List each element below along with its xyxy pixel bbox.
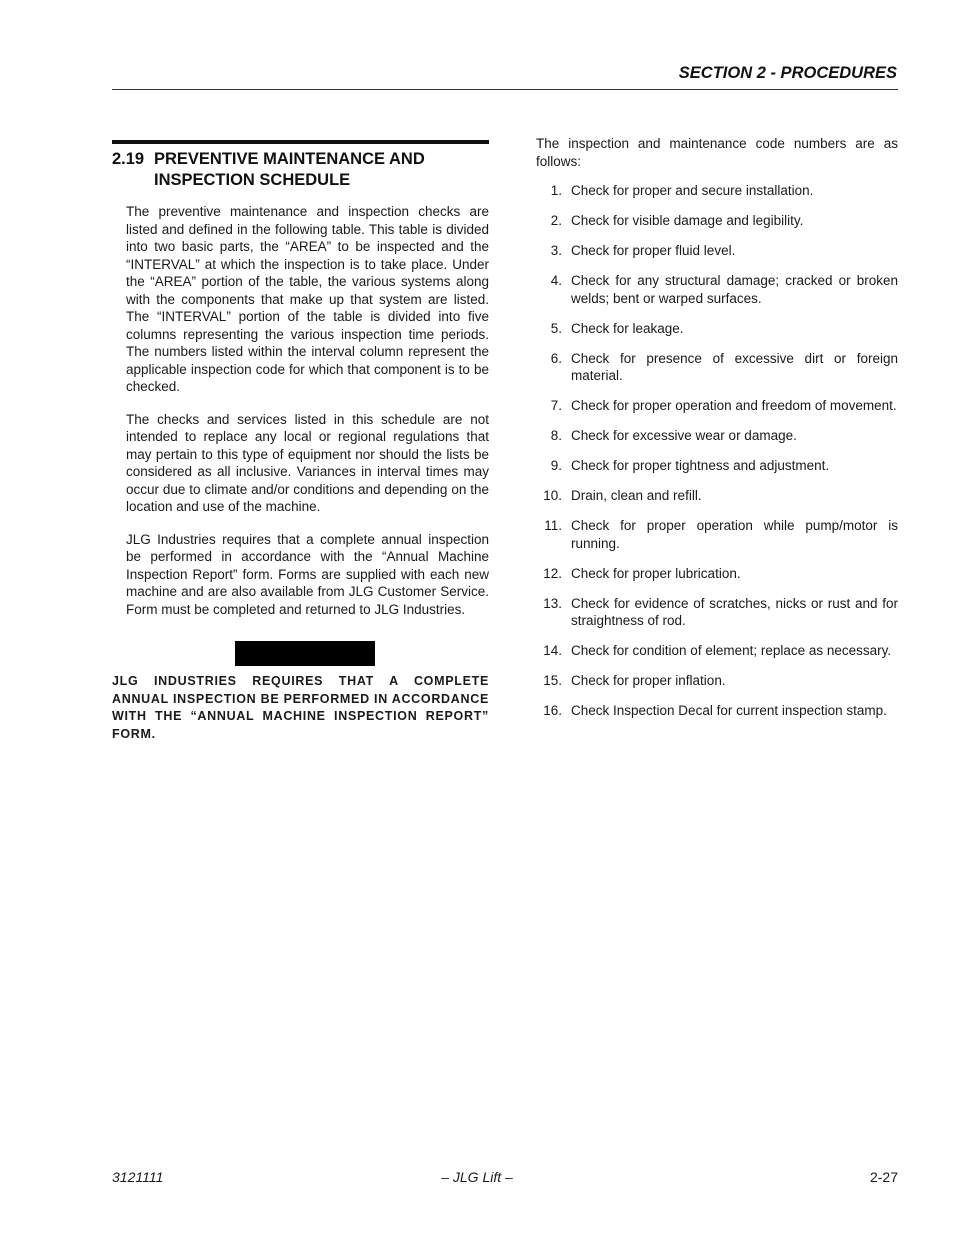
code-list-item: [536, 517, 898, 552]
notice-text: JLG INDUSTRIES REQUIRES THAT A COMPLETE ANNUAL INSPECTION BE PERFORMED IN ACCORDANCE WITH THE “ANNUAL MACHINE INSPECTION REPORT” FORM.: [112, 674, 489, 741]
code-number: 15.: [543, 673, 562, 688]
code-number: 4.: [550, 273, 562, 288]
code-text: Check for excessive wear or damage.: [571, 428, 797, 443]
notice-label-bar: [235, 641, 375, 666]
code-text: Check for presence of excessive dirt or foreign material.: [571, 350, 898, 383]
code-list-item: [536, 457, 898, 475]
code-text: Check for condition of element; replace as necessary.: [571, 643, 892, 658]
code-list-item: [536, 320, 898, 338]
code-list-item: [536, 242, 898, 260]
code-text: Check for proper lubrication.: [571, 565, 741, 581]
publisher: – JLG Lift –: [441, 1169, 513, 1185]
code-text: Check for visible damage and legibility.: [571, 213, 804, 228]
body-paragraph: The checks and services listed in this schedule are not intended to replace any local or regional regulations that may pertain to this type of equipment nor should the lists be considered as all inclusive. Variances in interval times may occur due to climate and/or conditions and depending on the location and use of the machine.: [126, 411, 489, 514]
code-text: Check for proper fluid level.: [571, 243, 736, 258]
inspection-code-list: [536, 182, 898, 720]
code-number: 10.: [543, 488, 562, 503]
header-divider: [112, 89, 898, 90]
code-number: 12.: [543, 565, 562, 581]
code-text: Check for proper inflation.: [571, 673, 726, 688]
section-heading: [112, 149, 489, 191]
code-number: 6.: [550, 350, 562, 366]
code-number: 5.: [550, 320, 562, 336]
code-number: 3.: [550, 243, 562, 258]
page-number: 2-27: [869, 1169, 898, 1185]
code-text: Check Inspection Decal for current inspection stamp.: [571, 703, 887, 718]
code-list-item: [536, 595, 898, 630]
code-number: 9.: [550, 458, 562, 473]
codes-intro: The inspection and maintenance code numbers are as follows:: [536, 136, 898, 169]
code-number: 11.: [544, 518, 562, 533]
code-text: Check for proper and secure installation.: [571, 183, 814, 198]
section-divider: [112, 140, 489, 144]
code-text: Check for proper operation while pump/motor is running.: [571, 518, 898, 551]
code-number: 16.: [543, 703, 562, 718]
code-number: 7.: [550, 398, 562, 413]
code-text: Check for evidence of scratches, nicks or rust and for straightness of rod.: [571, 595, 898, 628]
code-text: Check for leakage.: [571, 320, 684, 336]
code-number: 1.: [550, 183, 562, 198]
code-list-item: [536, 702, 898, 720]
code-list-item: [536, 487, 898, 505]
code-number: 8.: [550, 428, 562, 443]
code-text: Check for proper tightness and adjustment.: [571, 458, 830, 473]
code-text: Drain, clean and refill.: [571, 488, 702, 503]
code-text: Check for proper operation and freedom of movement.: [571, 398, 897, 413]
code-list-item: [536, 427, 898, 445]
code-list-item: [536, 397, 898, 415]
section-title: PREVENTIVE MAINTENANCE AND INSPECTION SCHEDULE: [154, 150, 425, 189]
code-list-item: [536, 672, 898, 690]
code-list-item: [536, 272, 898, 307]
section-number: 2.19: [112, 150, 145, 168]
code-list-item: [536, 565, 898, 583]
body-paragraph: The preventive maintenance and inspection checks are listed and defined in the following table. This table is divided into two basic parts, the “AREA” to be inspected and the “INTERVAL” at which the inspection is to take place. Under the “AREA” portion of the table, the various systems along with the components that make up that system are listed. The “INTERVAL” portion of the table is divided into five columns representing the various inspection time periods. The numbers listed within the interval column represent the applicable inspection code for which that component is to be checked.: [126, 204, 489, 394]
code-number: 2.: [550, 213, 562, 228]
code-number: 13.: [543, 595, 562, 611]
body-paragraph: JLG Industries requires that a complete annual inspection be performed in accordance with the “Annual Machine Inspection Report” form. Forms are supplied with each new machine and are also available from JLG Customer Service. Form must be completed and returned to JLG Industries.: [126, 531, 489, 617]
right-column: [536, 135, 898, 732]
doc-number: 3121111: [112, 1169, 164, 1185]
code-number: 14.: [543, 643, 562, 658]
left-column: [112, 140, 489, 743]
code-list-item: [536, 642, 898, 660]
code-list-item: [536, 212, 898, 230]
code-list-item: [536, 182, 898, 200]
code-text: Check for any structural damage; cracked or broken welds; bent or warped surfaces.: [571, 273, 898, 306]
section-header: SECTION 2 - PROCEDURES: [678, 64, 897, 82]
code-list-item: [536, 350, 898, 385]
